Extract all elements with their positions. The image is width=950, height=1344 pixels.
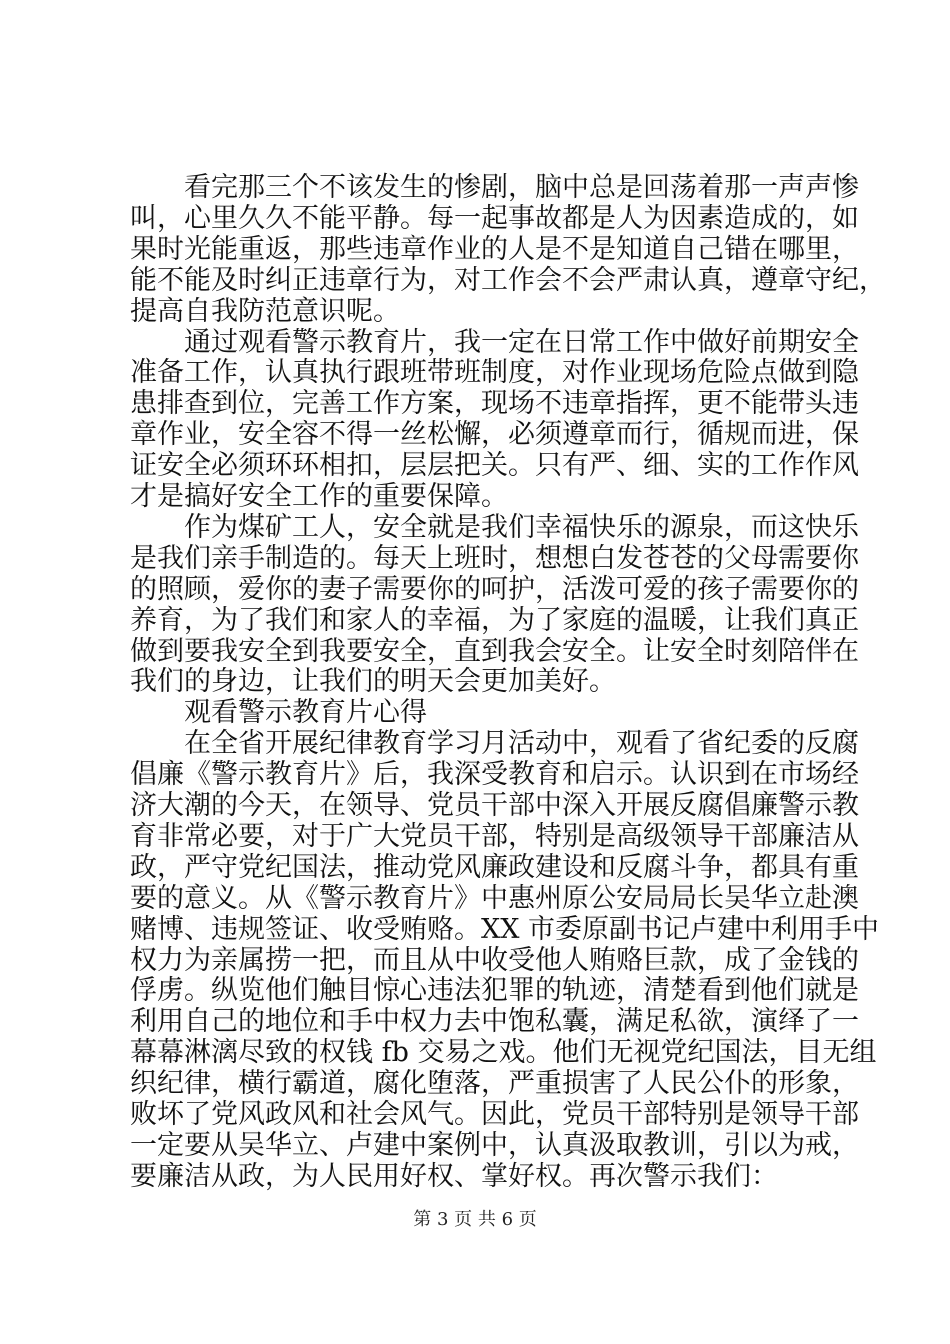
text-line: 赌博、违规签证、收受贿赂。XX 市委原副书记卢建中利用手中 [130,913,880,945]
text-line: 果时光能重返，那些违章作业的人是不是知道自己错在哪里， [130,233,859,265]
text-line: 织纪律，横行霸道，腐化堕落，严重损害了人民公仆的形象， [130,1068,859,1100]
text-line: 利用自己的地位和手中权力去中饱私囊，满足私欲，演绎了一 [130,1006,859,1038]
text-line: 在全省开展纪律教育学习月活动中，观看了省纪委的反腐 [130,728,859,760]
text-line: 倡廉《警示教育片》后，我深受教育和启示。认识到在市场经 [130,759,859,791]
text-line: 章作业，安全容不得一丝松懈，必须遵章而行，循规而进，保 [130,419,859,451]
text-line: 能不能及时纠正违章行为，对工作会不会严肃认真，遵章守纪， [130,264,886,296]
text-line: 看完那三个不该发生的惨剧，脑中总是回荡着那一声声惨 [130,172,859,203]
text-line: 提高自我防范意识呢。 [130,295,400,327]
text-line: 做到要我安全到我要安全，直到我会安全。让安全时刻陪伴在 [130,635,859,667]
text-line: 证安全必须环环相扣，层层把关。只有严、细、实的工作作风 [130,450,859,482]
text-line: 患排查到位，完善工作方案，现场不违章指挥，更不能带头违 [130,388,859,420]
text-line: 要的意义。从《警示教育片》中惠州原公安局局长吴华立赴澳 [130,882,859,914]
text-line: 观看警示教育片心得 [130,697,427,729]
text-line: 一定要从吴华立、卢建中案例中，认真汲取教训，引以为戒， [130,1129,859,1161]
text-line: 幕幕淋漓尽致的权钱 fb 交易之戏。他们无视党纪国法，目无组 [130,1037,877,1069]
text-line: 叫，心里久久不能平静。每一起事故都是人为因素造成的，如 [130,202,859,234]
text-line: 俘虏。纵览他们触目惊心违法犯罪的轨迹，清楚看到他们就是 [130,975,859,1007]
text-line: 权力为亲属捞一把，而且从中收受他人贿赂巨款，成了金钱的 [130,944,859,976]
text-line: 育非常必要，对于广大党员干部，特别是高级领导干部廉洁从 [130,820,859,852]
text-line: 准备工作，认真执行跟班带班制度，对作业现场危险点做到隐 [130,357,859,389]
text-line: 政，严守党纪国法，推动党风廉政建设和反腐斗争，都具有重 [130,851,859,883]
text-line: 的照顾，爱你的妻子需要你的呵护，活泼可爱的孩子需要你的 [130,573,859,605]
text-line: 济大潮的今天，在领导、党员干部中深入开展反腐倡廉警示教 [130,790,859,821]
text-line: 养育，为了我们和家人的幸福，为了家庭的温暖，让我们真正 [130,604,859,636]
text-line: 是我们亲手制造的。每天上班时，想想白发苍苍的父母需要你 [130,542,859,574]
page-footer: 第 3 页 共 6 页 [413,1209,537,1230]
text-line: 作为煤矿工人，安全就是我们幸福快乐的源泉，而这快乐 [130,511,859,543]
text-line: 我们的身边，让我们的明天会更加美好。 [130,666,616,698]
text-line: 要廉洁从政，为人民用好权、掌好权。再次警示我们： [130,1160,778,1192]
text-line: 才是搞好安全工作的重要保障。 [130,481,508,512]
text-line: 败坏了党风政风和社会风气。因此，党员干部特别是领导干部 [130,1099,859,1130]
text-line: 通过观看警示教育片，我一定在日常工作中做好前期安全 [130,326,859,358]
